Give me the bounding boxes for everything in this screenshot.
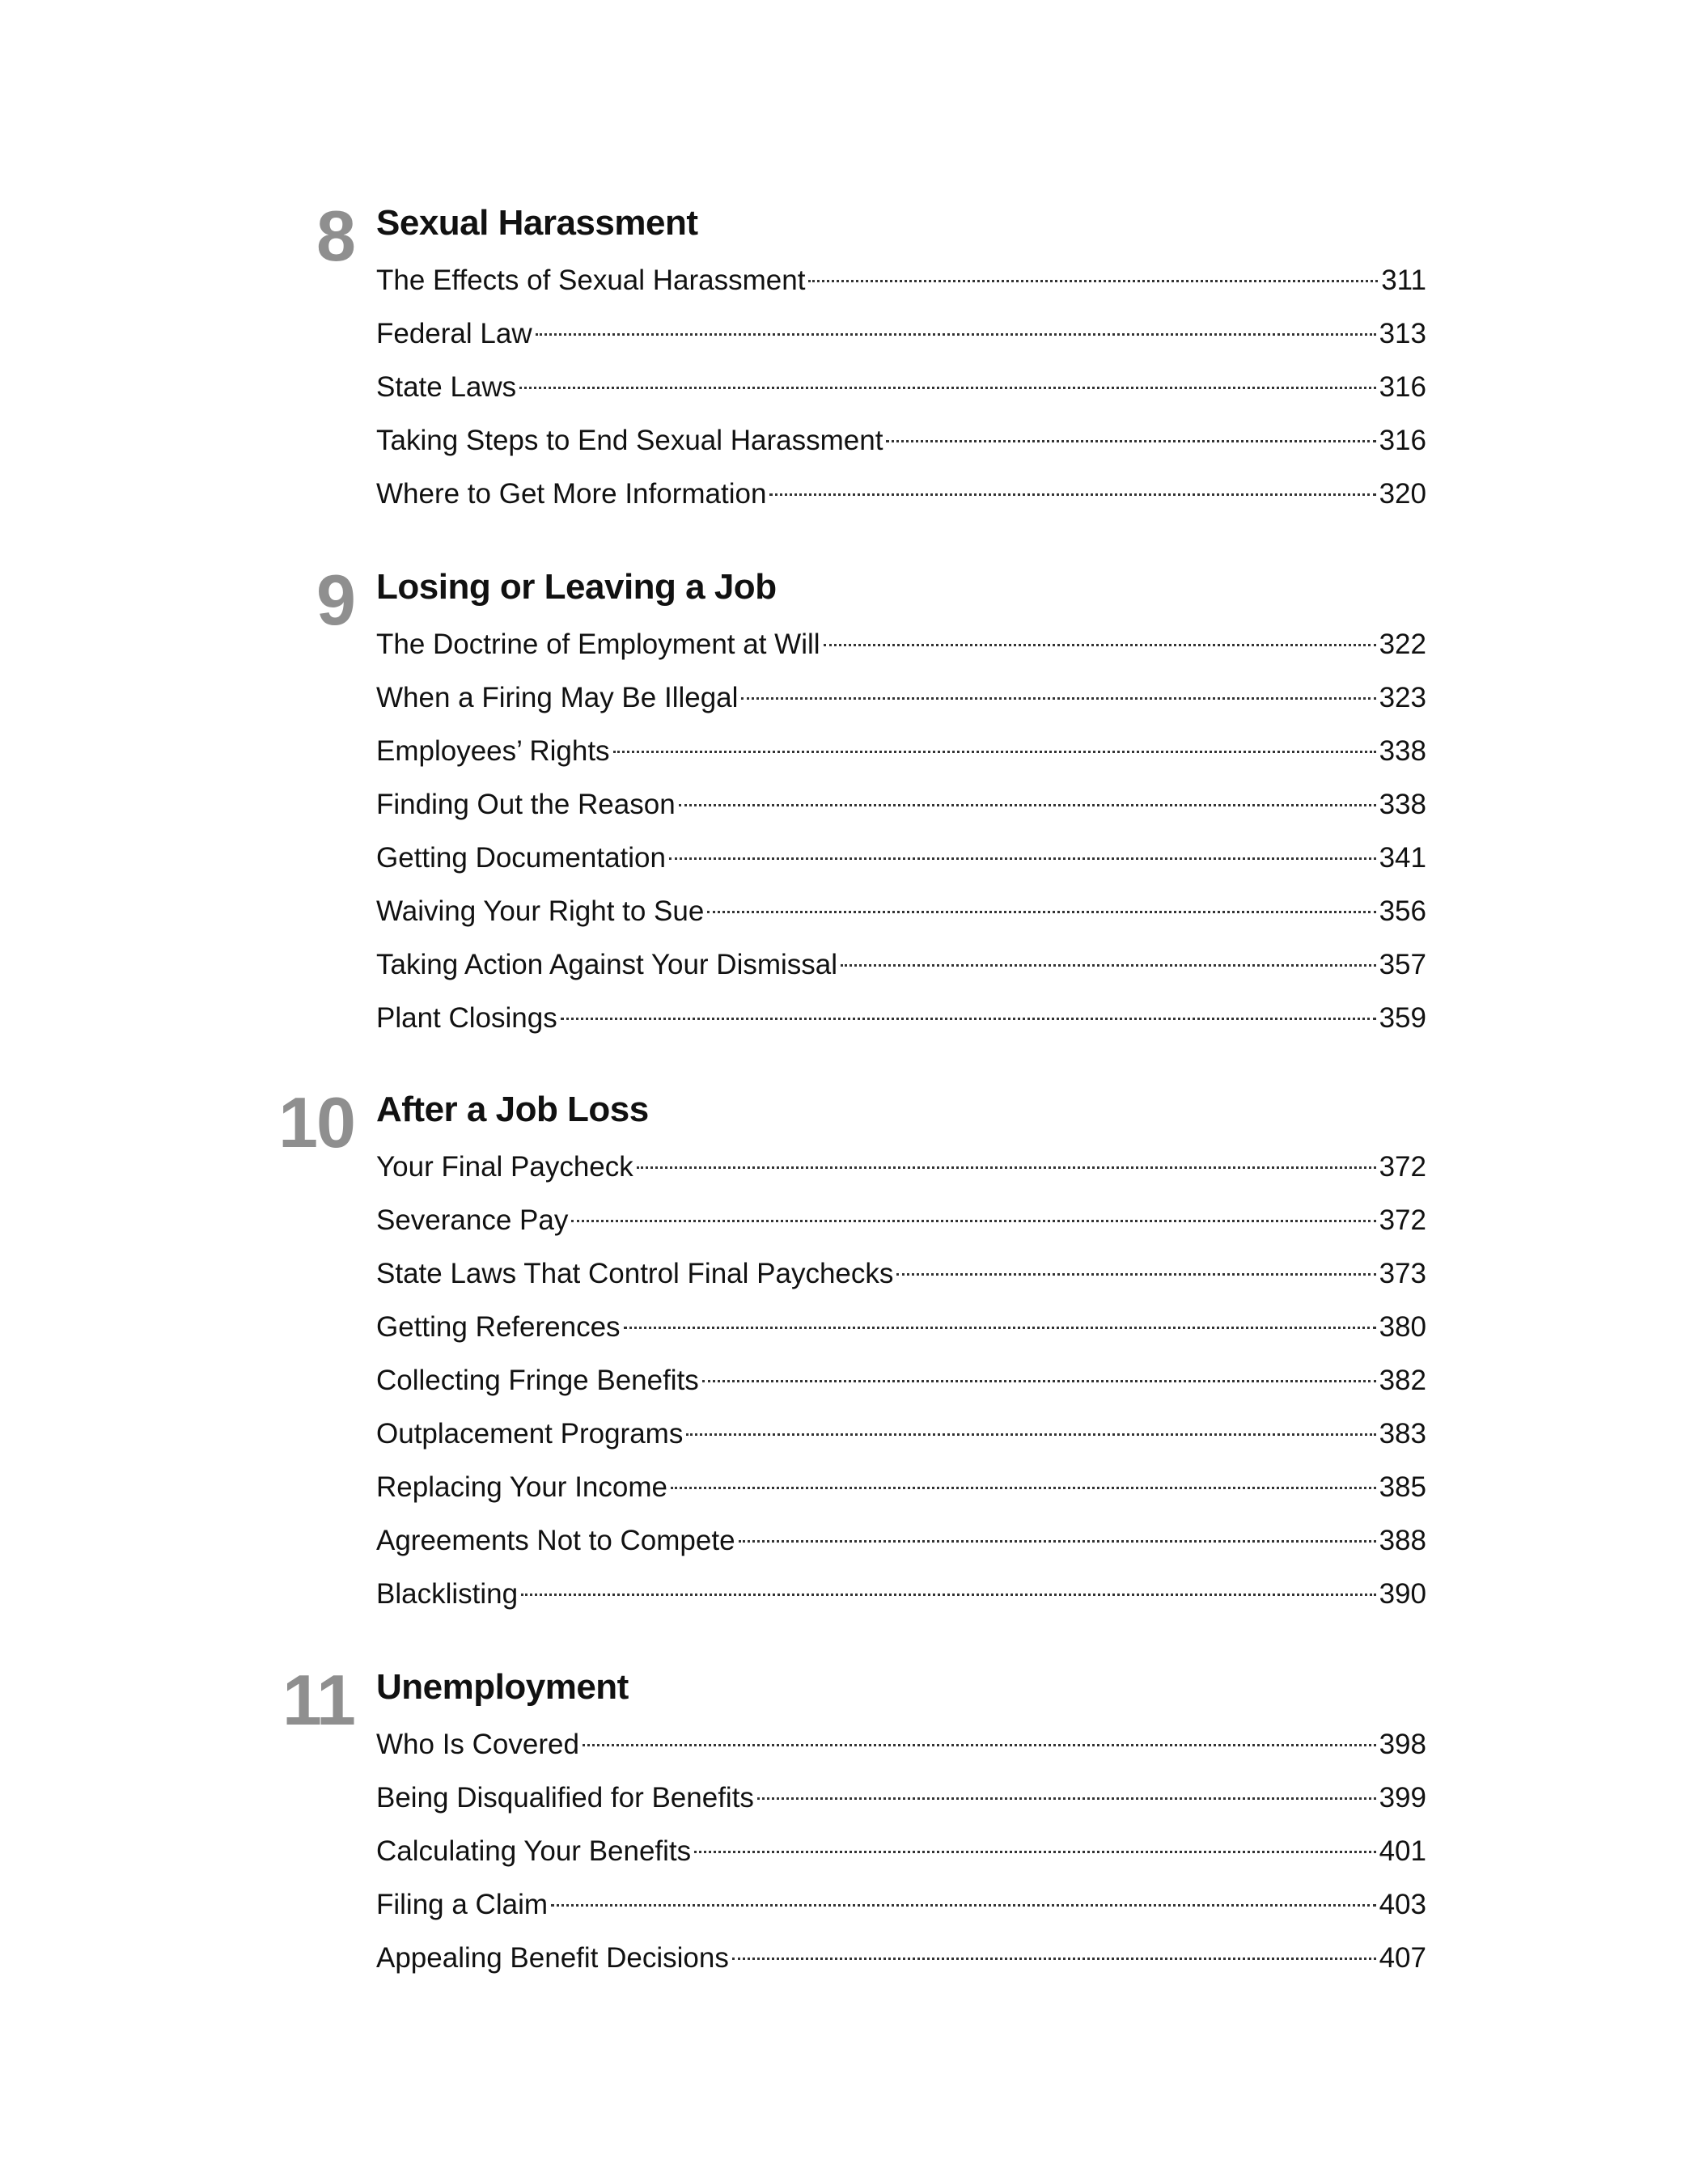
- entry-title: Being Disqualified for Benefits: [376, 1782, 754, 1814]
- toc-entry[interactable]: [376, 885, 1426, 938]
- entry-title: Agreements Not to Compete: [376, 1525, 735, 1556]
- entry-page-number: 338: [1379, 789, 1426, 820]
- dot-leader: [739, 1540, 1376, 1543]
- toc-entry[interactable]: [376, 361, 1426, 414]
- dot-leader: [886, 440, 1375, 442]
- toc-entry[interactable]: [376, 618, 1426, 671]
- dot-leader: [669, 857, 1376, 860]
- chapter-title[interactable]: Sexual Harassment: [376, 203, 698, 243]
- entry-title: Getting References: [376, 1311, 621, 1343]
- entry-page-number: 373: [1379, 1258, 1426, 1289]
- dot-leader: [521, 1594, 1376, 1596]
- entry-list: [376, 1718, 1426, 1985]
- dot-leader: [769, 493, 1375, 496]
- entry-page-number: 399: [1379, 1782, 1426, 1814]
- entry-title: Taking Action Against Your Dismissal: [376, 949, 838, 980]
- entry-page-number: 407: [1379, 1942, 1426, 1974]
- entry-title: Federal Law: [376, 318, 532, 349]
- toc-entry[interactable]: [376, 254, 1426, 307]
- entry-title: Employees’ Rights: [376, 735, 610, 767]
- entry-page-number: 398: [1379, 1729, 1426, 1760]
- dot-leader: [707, 911, 1375, 913]
- toc-entry[interactable]: [376, 414, 1426, 468]
- entry-title: Where to Get More Information: [376, 478, 767, 510]
- entry-page-number: 403: [1379, 1889, 1426, 1920]
- dot-leader: [671, 1487, 1376, 1489]
- dot-leader: [624, 1327, 1376, 1329]
- entry-list: [376, 254, 1426, 521]
- entry-page-number: 320: [1379, 478, 1426, 510]
- toc-entry[interactable]: [376, 1354, 1426, 1407]
- dot-leader: [613, 751, 1376, 753]
- toc-entry[interactable]: [376, 778, 1426, 832]
- dot-leader: [741, 697, 1375, 700]
- dot-leader: [824, 644, 1376, 646]
- entry-page-number: 338: [1379, 735, 1426, 767]
- entry-title: Calculating Your Benefits: [376, 1835, 692, 1867]
- toc-entry[interactable]: [376, 1771, 1426, 1825]
- entry-page-number: 323: [1379, 682, 1426, 713]
- toc-entry[interactable]: [376, 1407, 1426, 1461]
- toc-entry[interactable]: [376, 1568, 1426, 1621]
- entry-page-number: 359: [1379, 1002, 1426, 1034]
- entry-page-number: 313: [1379, 318, 1426, 349]
- toc-entry[interactable]: [376, 1461, 1426, 1514]
- entry-list: [376, 1141, 1426, 1621]
- toc-entry[interactable]: [376, 938, 1426, 992]
- entry-page-number: 385: [1379, 1471, 1426, 1503]
- chapter-number: 8: [316, 196, 354, 276]
- entry-title: State Laws That Control Final Paychecks: [376, 1258, 894, 1289]
- dot-leader: [637, 1166, 1376, 1169]
- toc-entry[interactable]: [376, 1878, 1426, 1932]
- dot-leader: [551, 1904, 1376, 1907]
- entry-page-number: 316: [1379, 371, 1426, 403]
- entry-title: Blacklisting: [376, 1578, 519, 1610]
- entry-page-number: 388: [1379, 1525, 1426, 1556]
- dot-leader: [732, 1958, 1376, 1960]
- toc-entry[interactable]: [376, 832, 1426, 885]
- dot-leader: [841, 964, 1376, 967]
- entry-page-number: 383: [1379, 1418, 1426, 1450]
- chapter-number: 10: [278, 1082, 354, 1162]
- entry-page-number: 382: [1379, 1365, 1426, 1396]
- entry-title: Outplacement Programs: [376, 1418, 684, 1450]
- entry-list: [376, 618, 1426, 1045]
- entry-page-number: 311: [1381, 265, 1426, 296]
- entry-page-number: 357: [1379, 949, 1426, 980]
- toc-entry[interactable]: [376, 468, 1426, 521]
- toc-entry[interactable]: [376, 1247, 1426, 1301]
- entry-title: The Effects of Sexual Harassment: [376, 265, 806, 296]
- toc-entry[interactable]: [376, 307, 1426, 361]
- dot-leader: [702, 1380, 1376, 1382]
- dot-leader: [808, 280, 1378, 282]
- chapter-number: 9: [316, 560, 354, 640]
- entry-page-number: 401: [1379, 1835, 1426, 1867]
- entry-page-number: 372: [1379, 1204, 1426, 1236]
- entry-title: Who Is Covered: [376, 1729, 579, 1760]
- entry-title: Finding Out the Reason: [376, 789, 676, 820]
- dot-leader: [536, 333, 1376, 336]
- toc-entry[interactable]: [376, 1141, 1426, 1194]
- entry-title: Taking Steps to End Sexual Harassment: [376, 425, 883, 456]
- dot-leader: [694, 1851, 1375, 1853]
- dot-leader: [561, 1018, 1376, 1020]
- dot-leader: [679, 804, 1376, 806]
- dot-leader: [571, 1220, 1375, 1222]
- entry-page-number: 316: [1379, 425, 1426, 456]
- dot-leader: [896, 1273, 1375, 1276]
- dot-leader: [757, 1797, 1376, 1800]
- entry-page-number: 390: [1379, 1578, 1426, 1610]
- dot-leader: [583, 1744, 1376, 1746]
- toc-entry[interactable]: [376, 671, 1426, 725]
- entry-title: Appealing Benefit Decisions: [376, 1942, 729, 1974]
- entry-page-number: 322: [1379, 629, 1426, 660]
- toc-entry[interactable]: [376, 1514, 1426, 1568]
- toc-entry[interactable]: [376, 1301, 1426, 1354]
- entry-title: Filing a Claim: [376, 1889, 548, 1920]
- toc-entry[interactable]: [376, 992, 1426, 1045]
- toc-entry[interactable]: [376, 1718, 1426, 1771]
- entry-title: Plant Closings: [376, 1002, 557, 1034]
- entry-page-number: 380: [1379, 1311, 1426, 1343]
- entry-page-number: 341: [1379, 842, 1426, 874]
- entry-page-number: 372: [1379, 1151, 1426, 1183]
- entry-page-number: 356: [1379, 895, 1426, 927]
- entry-title: When a Firing May Be Illegal: [376, 682, 739, 713]
- chapter-title[interactable]: After a Job Loss: [376, 1090, 649, 1129]
- chapter-title[interactable]: Unemployment: [376, 1667, 629, 1707]
- chapter-title[interactable]: Losing or Leaving a Job: [376, 567, 777, 607]
- entry-title: Waiving Your Right to Sue: [376, 895, 705, 927]
- entry-title: Your Final Paycheck: [376, 1151, 633, 1183]
- entry-title: State Laws: [376, 371, 517, 403]
- entry-title: Collecting Fringe Benefits: [376, 1365, 699, 1396]
- entry-title: Severance Pay: [376, 1204, 569, 1236]
- toc-entry[interactable]: [376, 1932, 1426, 1985]
- entry-title: Replacing Your Income: [376, 1471, 667, 1503]
- entry-title: The Doctrine of Employment at Will: [376, 629, 820, 660]
- toc-entry[interactable]: [376, 1194, 1426, 1247]
- toc-entry[interactable]: [376, 725, 1426, 778]
- dot-leader: [686, 1433, 1375, 1436]
- toc-entry[interactable]: [376, 1825, 1426, 1878]
- dot-leader: [519, 387, 1375, 389]
- entry-title: Getting Documentation: [376, 842, 666, 874]
- chapter-number: 11: [282, 1660, 354, 1740]
